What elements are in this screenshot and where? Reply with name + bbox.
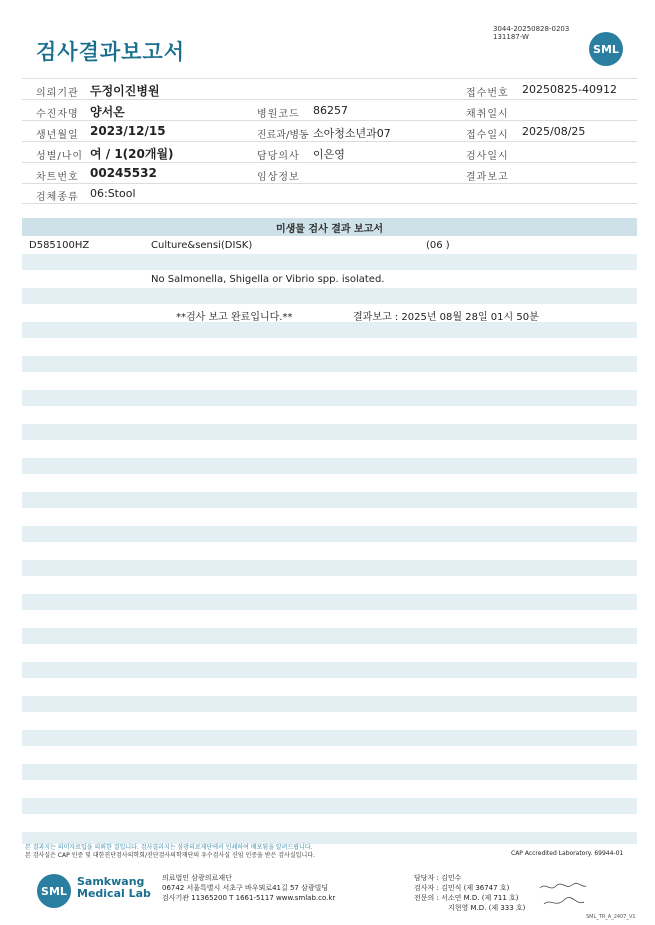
result-row-band — [22, 526, 637, 542]
report-timestamp: 결과보고 : 2025년 08월 28일 01시 50분 — [353, 312, 539, 323]
divider — [22, 183, 637, 184]
specimen-code: (06 ) — [426, 240, 450, 251]
result-row-band — [22, 594, 637, 610]
lab-address: 의료법인 삼광의료재단 06742 서울특별시 서초구 바우뫼로41길 57 삼광빌딩 검사기관 11365200 T 1661-5117 www.smlab.co.kr — [162, 874, 336, 902]
result-row-band — [22, 254, 637, 270]
specimen-label: 검체종류 — [36, 192, 79, 203]
result-row-band — [22, 662, 637, 678]
result-row-band — [22, 390, 637, 406]
chart-no-value: 00245532 — [90, 166, 157, 180]
completion-notice: **검사 보고 완료입니다.** — [176, 312, 293, 323]
footer-notice: 본 결과지는 의미자료입을 의뢰한 결입니다. 검사결과지는 삼광의료재단에서 인쇄하여 배포됨을 알려드립니다. — [25, 844, 313, 851]
sml-logo: SML — [589, 32, 623, 66]
birth-value: 2023/12/15 — [90, 124, 166, 138]
page-title: 검사결과보고서 — [36, 40, 186, 64]
requester-value: 두정이진병원 — [90, 84, 160, 98]
dept-label: 진료과/병동 — [257, 130, 309, 141]
divider — [22, 120, 637, 121]
dept-value: 소아청소년과07 — [313, 127, 391, 140]
receipt-date-label: 접수일시 — [466, 130, 509, 141]
patient-label: 수진자명 — [36, 109, 79, 120]
result-row-band — [22, 696, 637, 712]
sex-age-label: 성별/나이 — [36, 151, 84, 162]
sex-age-value: 여 / 1(20개월) — [90, 147, 174, 161]
hospital-code-label: 병원코드 — [257, 109, 300, 120]
test-code: D585100HZ — [29, 240, 90, 251]
doctor-label: 담당의사 — [257, 151, 300, 162]
birth-label: 생년월일 — [36, 130, 79, 141]
result-row-band — [22, 492, 637, 508]
result-row-band — [22, 764, 637, 780]
receipt-date-value: 2025/08/25 — [522, 125, 586, 138]
signatories: 담당자 : 김민수 검사자 : 김민식 (제 36747 호) 전문의 : 서소연 M.D. (제 711 호) 지현영 M.D. (제 333 호) — [414, 874, 526, 912]
hospital-code-value: 86257 — [313, 104, 348, 117]
result-row-band — [22, 322, 637, 338]
signature-image — [538, 880, 588, 910]
receipt-no-label: 접수번호 — [466, 88, 509, 99]
brand-name: Samkwang Medical Lab — [77, 875, 151, 900]
report-label: 결과보고 — [466, 172, 509, 183]
result-row-band — [22, 730, 637, 746]
document-id: 3044-20250828-0203 131187-W — [493, 25, 570, 41]
accreditation-notice: 본 검사실은 CAP 인증 및 대한진단검사의학회/진단검사의학재단의 우수검사실 신임 인증을 받은 검사실입니다. — [25, 852, 315, 859]
divider — [22, 162, 637, 163]
requester-label: 의뢰기관 — [36, 88, 79, 99]
divider — [22, 78, 637, 79]
test-name: Culture&sensi(DISK) — [151, 240, 253, 251]
clinical-info-label: 임상정보 — [257, 172, 300, 183]
footer-sml-logo: SML — [37, 874, 71, 908]
culture-finding: No Salmonella, Shigella or Vibrio spp. isolated. — [151, 274, 385, 285]
divider — [22, 203, 637, 204]
section-header: 미생물 검사 결과 보고서 — [22, 218, 637, 236]
patient-value: 양서온 — [90, 105, 125, 119]
result-row-band — [22, 560, 637, 576]
result-row-band — [22, 458, 637, 474]
result-row-band — [22, 288, 637, 304]
test-date-label: 검사일시 — [466, 151, 509, 162]
result-row-band — [22, 628, 637, 644]
form-code: SML_TR_A_2407_V1 — [586, 914, 636, 920]
cap-accreditation: CAP Accredited Laboratory. 69944-01 — [511, 850, 624, 857]
result-row-band — [22, 798, 637, 814]
divider — [22, 99, 637, 100]
chart-no-label: 차트번호 — [36, 172, 79, 183]
doctor-value: 이은영 — [313, 148, 345, 161]
collect-date-label: 채취일시 — [466, 109, 509, 120]
result-row-band — [22, 424, 637, 440]
result-row-band — [22, 356, 637, 372]
receipt-no-value: 20250825-40912 — [522, 83, 617, 96]
divider — [22, 141, 637, 142]
specimen-value: 06:Stool — [90, 187, 136, 200]
